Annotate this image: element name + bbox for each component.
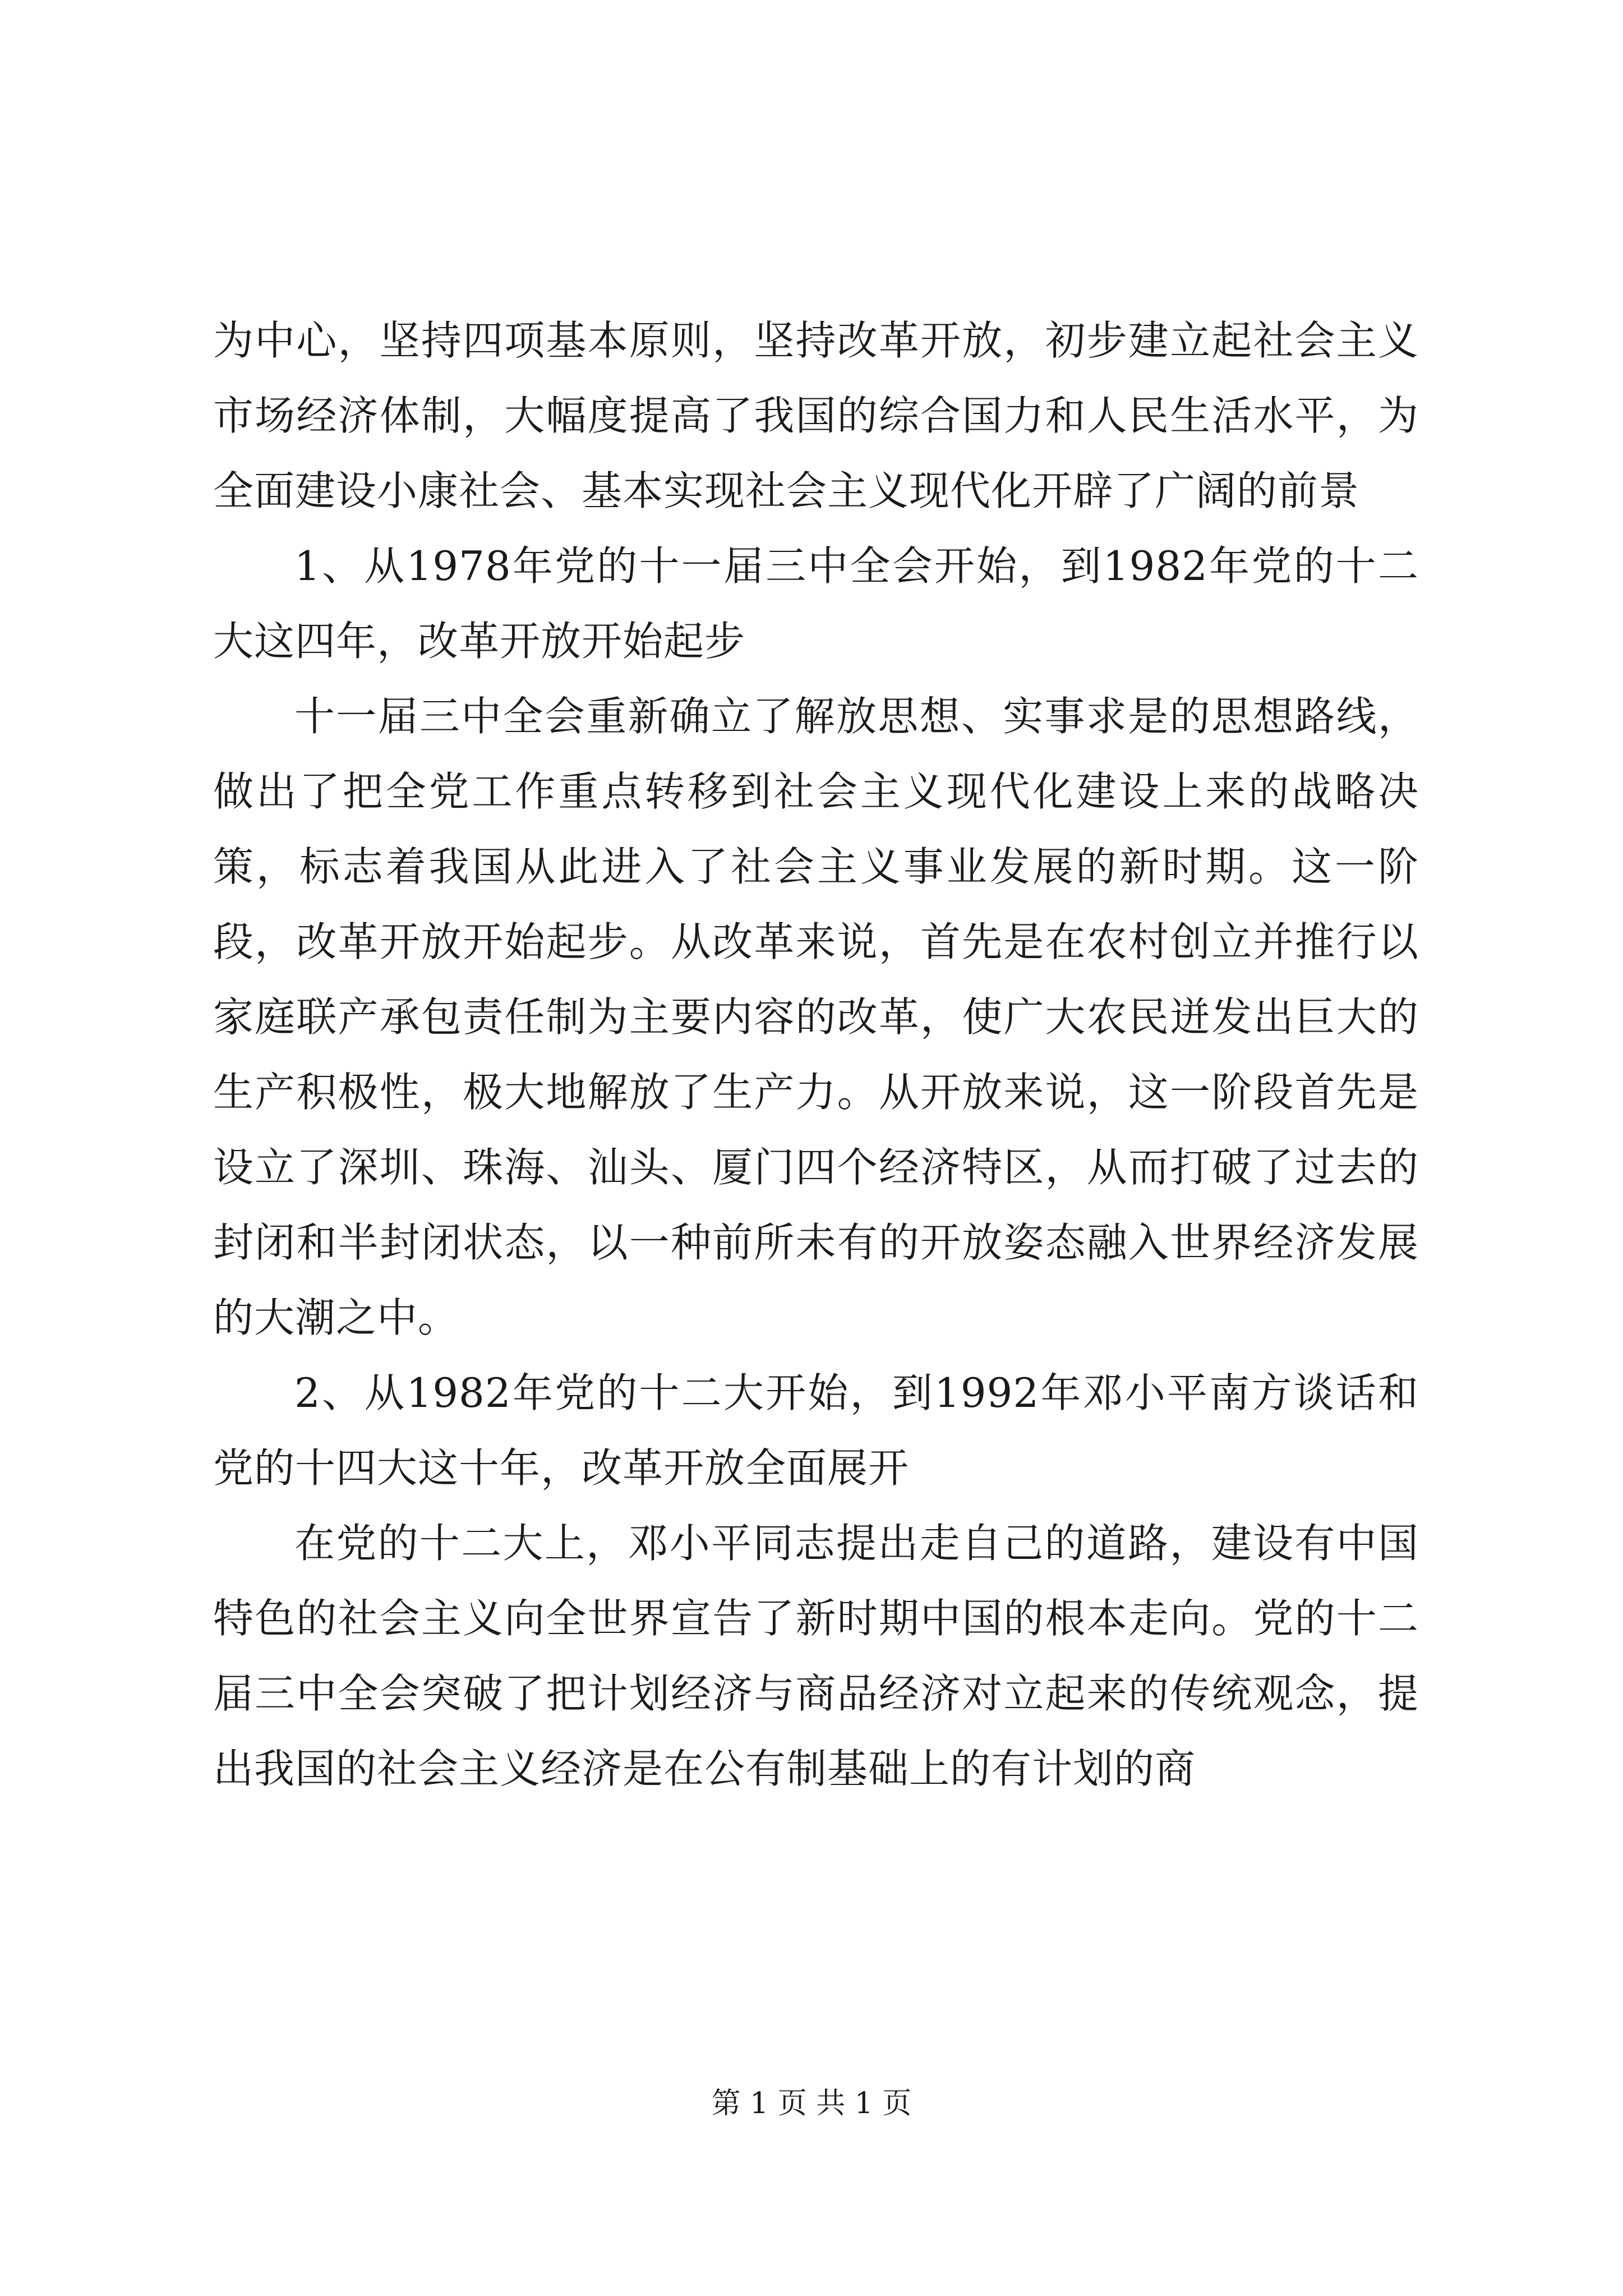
paragraph-4-heading: 2、从1982年党的十二大开始，到1992年邓小平南方谈话和党的十四大这十年，改革开放全面展开 [213,1369,1419,1492]
paragraph-1: 为中心，坚持四项基本原则，坚持改革开放，初步建立起社会主义市场经济体制，大幅度提高了我国的综合国力和人民生活水平，为全面建设小康社会、基本实现社会主义现代化开辟了广阔的前景 [213,317,1419,514]
page-number-footer: 第 1 页 共 1 页 [711,2087,912,2120]
paragraph-2-heading: 1、从1978年党的十一届三中全会开始，到1982年党的十二大这四年，改革开放开始起步 [213,542,1419,665]
paragraph-3: 十一届三中全会重新确立了解放思想、实事求是的思想路线，做出了把全党工作重点转移到社会主义现代化建设上来的战略决策，标志着我国从此进入了社会主义事业发展的新时期。这一阶段，改革开放开始起步。从改革来说，首先是在农村创立并推行以家庭联产承包责任制为主要内容的改革，使广大农民迸发出巨大的生产积极性，极大地解放了生产力。从开放来说，这一阶段首先是设立了深圳、珠海、汕头、厦门四个经济特区，从而打破了过去的封闭和半封闭状态，以一种前所未有的开放姿态融入世界经济发展的大潮之中。 [213,693,1419,1341]
paragraph-5: 在党的十二大上，邓小平同志提出走自己的道路，建设有中国特色的社会主义向全世界宣告了新时期中国的根本走向。党的十二届三中全会突破了把计划经济与商品经济对立起来的传统观念，提出我国的社会主义经济是在公有制基础上的有计划的商 [213,1520,1419,1792]
document-body [213,303,1419,1806]
